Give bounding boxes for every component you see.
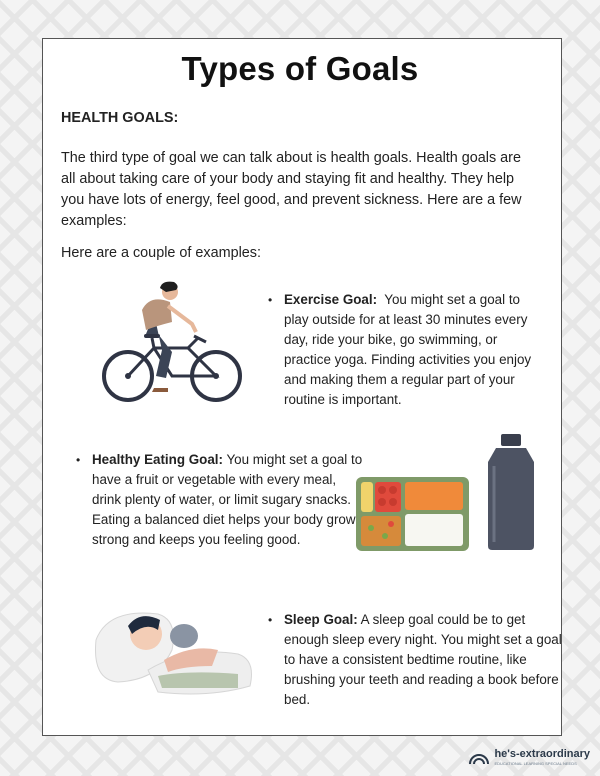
sleep-goal-item [268, 610, 566, 710]
exercise-goal-label: Exercise Goal: [284, 292, 378, 307]
cycling-illustration [96, 280, 246, 410]
brand-name: he's-extraordinary [494, 748, 590, 760]
exercise-goal-item [268, 290, 546, 410]
intro-paragraph: The third type of goal we can talk about is health goals. Health goals are all about taking care of your body and staying fit and healthy. They help you have lots of energy, feel good, and prevent sickness. Here are a few examples: [61, 150, 522, 229]
healthy-eating-goal-item [76, 450, 364, 550]
lunch-box-illustration [355, 476, 470, 552]
examples-intro: Here are a couple of examples: [61, 245, 261, 261]
sleeping-illustration [88, 600, 256, 700]
brand-logo [468, 749, 590, 766]
brand-tagline: EDUCATIONAL LEARNING SPECIAL NEEDS [494, 761, 577, 766]
rainbow-icon [468, 751, 490, 765]
healthy-eating-goal-text: You might set a goal to have a fruit or vegetable with every meal, drink plenty of water, or limit sugary snacks. Eating a balanced diet helps your body grow strong and keeps you feeling good. [92, 452, 363, 547]
exercise-goal-text: You might set a goal to play outside for at least 30 minutes every day, ride your bike, go swimming, or practice yoga. Finding activities you enjoy and making them a regular part of your routine is important. [284, 292, 532, 407]
water-bottle-illustration [484, 432, 538, 552]
page-title: Types of Goals [181, 50, 419, 87]
sleep-goal-label: Sleep Goal: [284, 612, 358, 627]
healthy-eating-goal-label: Healthy Eating Goal: [92, 452, 223, 467]
sleep-goal-text: A sleep goal could be to get enough sleep every night. You might set a goal to have a consistent bedtime routine, like brushing your teeth and reading a book before bed. [284, 612, 562, 707]
section-heading: HEALTH GOALS: [61, 110, 179, 126]
